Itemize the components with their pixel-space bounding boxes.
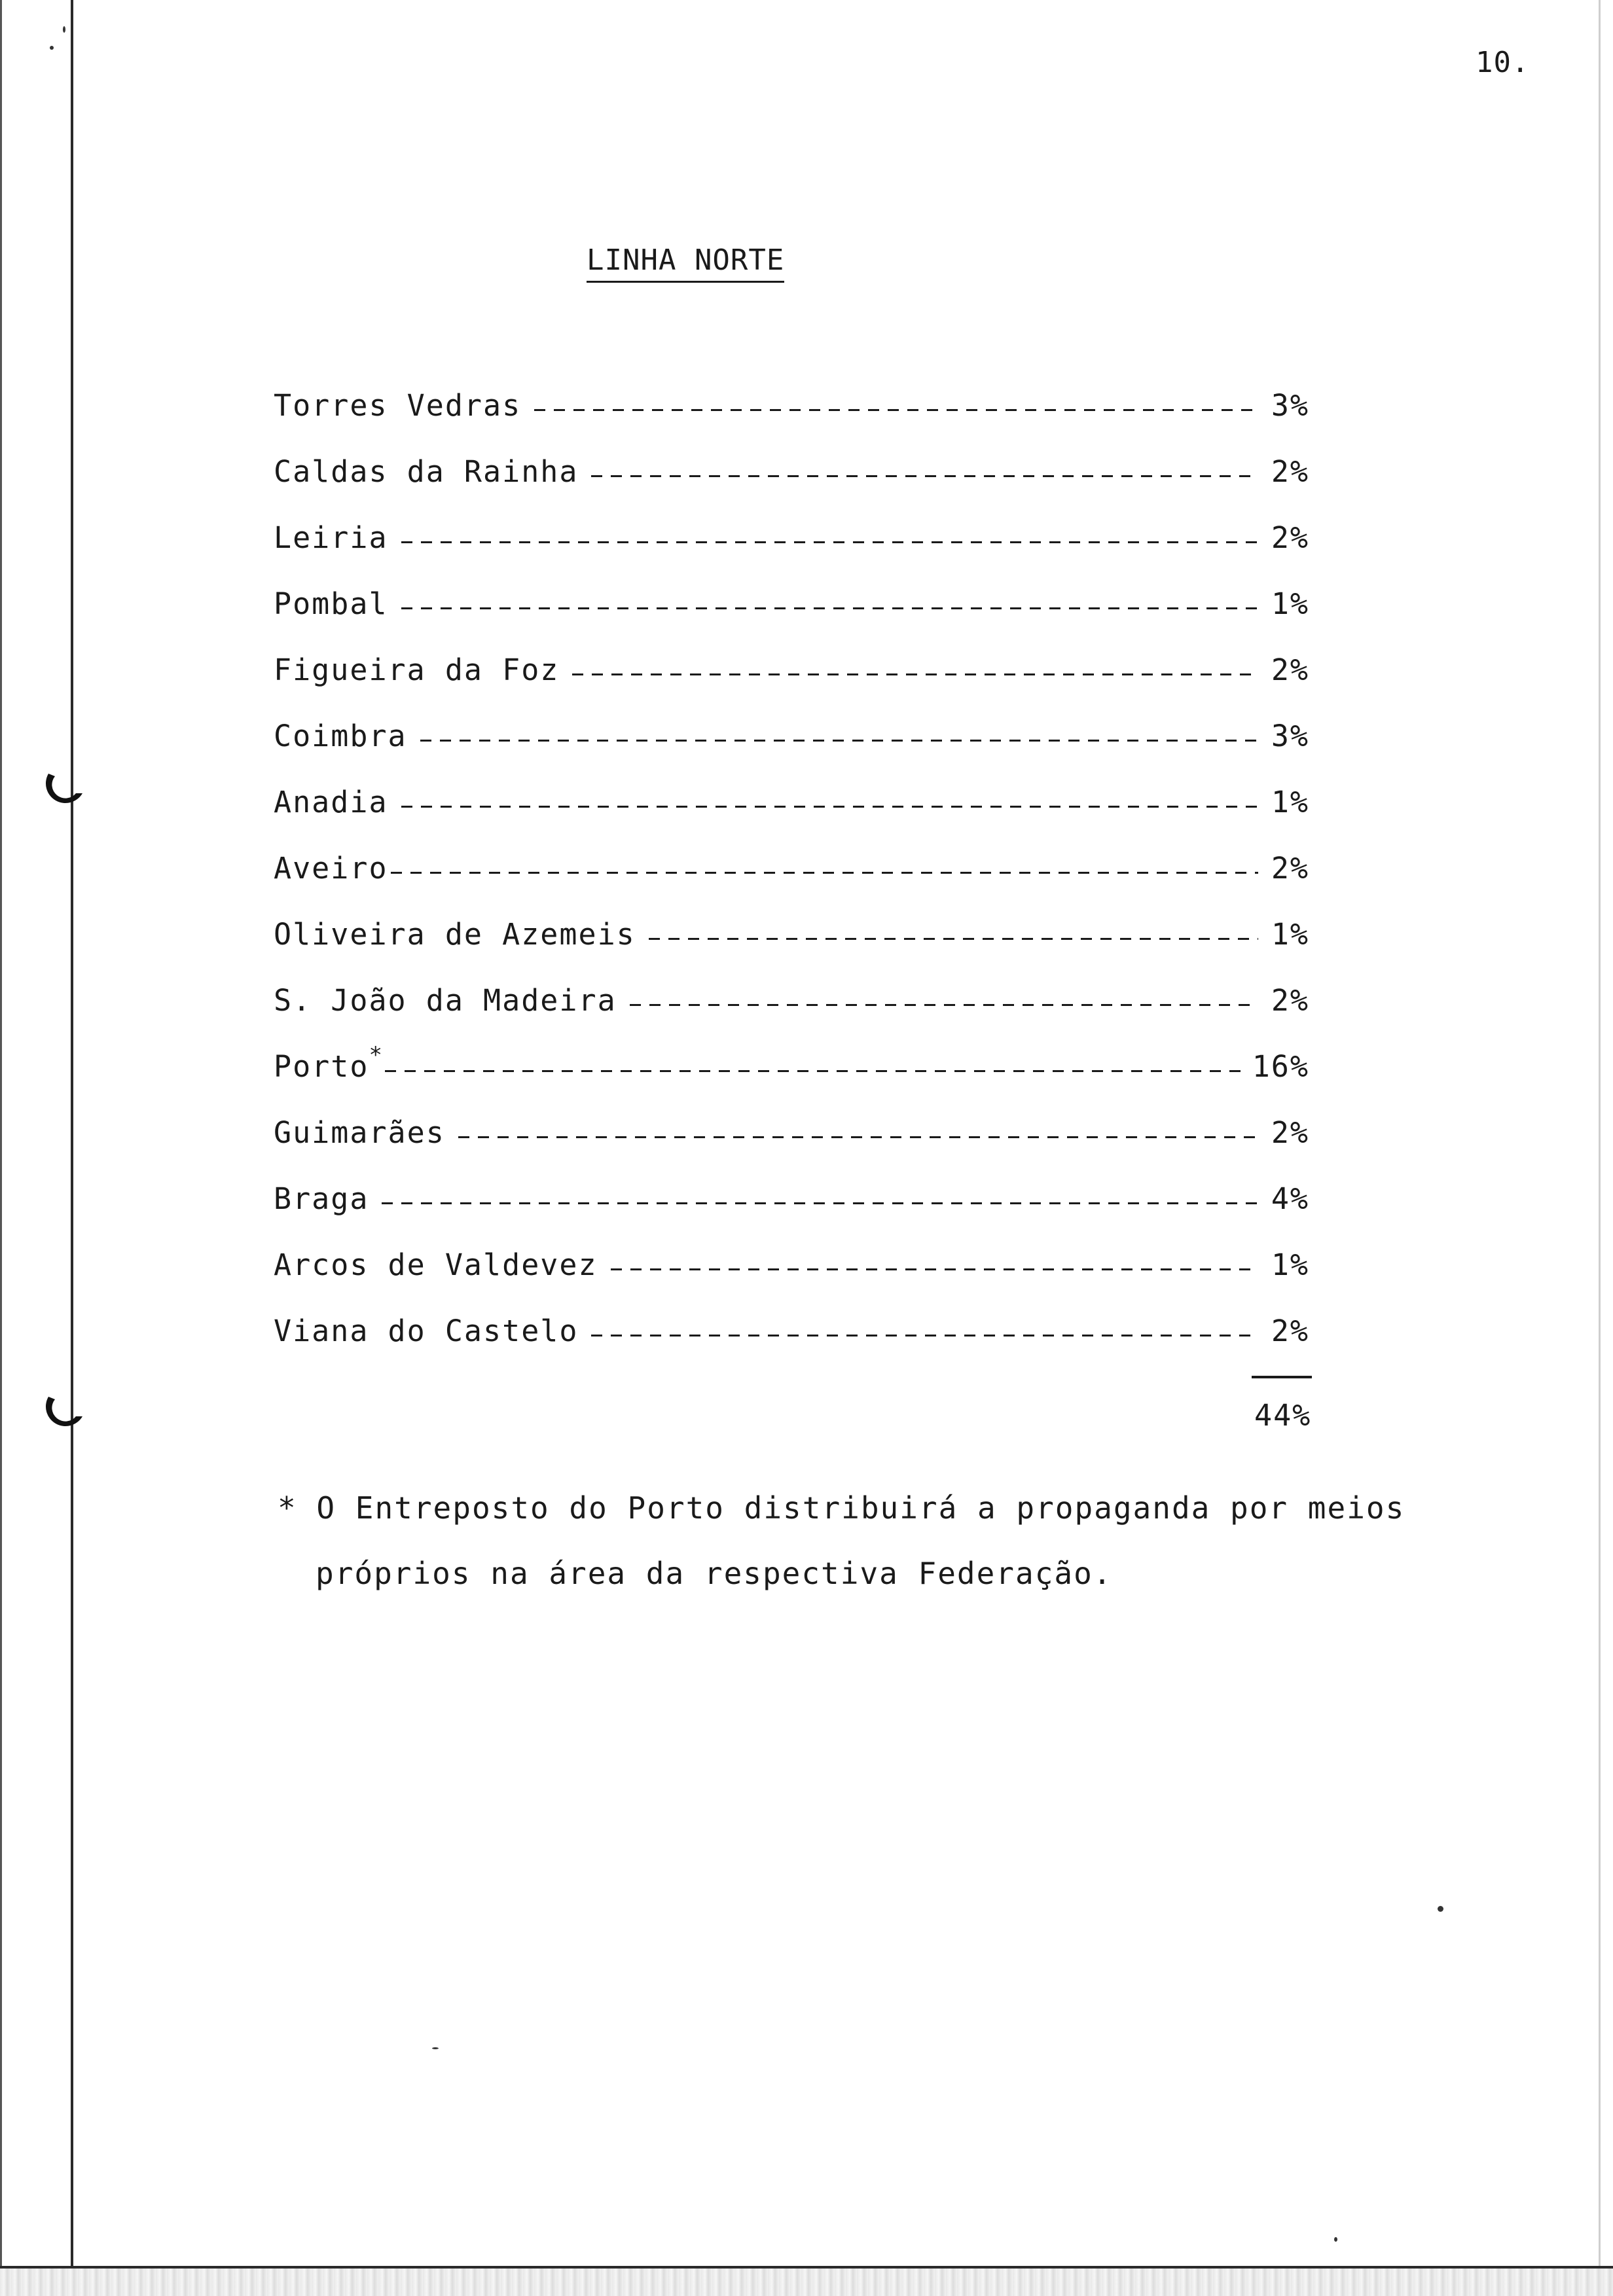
location-name: Anadia <box>274 785 388 819</box>
dash-leader <box>382 1202 1258 1204</box>
list-item <box>274 518 1309 584</box>
footnote <box>278 1475 1430 1606</box>
location-name: S. João da Madeira <box>274 983 617 1018</box>
list-item <box>274 783 1309 849</box>
location-name: Torres Vedras <box>274 388 522 423</box>
list-item <box>274 452 1309 518</box>
list-item <box>274 1246 1309 1312</box>
list-item <box>274 1042 1309 1113</box>
location-name <box>274 1042 384 1089</box>
percentage-value: 16% <box>1252 1049 1309 1084</box>
punch-hole-icon <box>42 767 89 814</box>
distribution-list <box>274 386 1309 1378</box>
list-item <box>274 584 1309 651</box>
location-name: Caldas da Rainha <box>274 454 579 489</box>
footnote-line: próprios na área da respectiva Federação. <box>316 1556 1113 1591</box>
page-number: 10. <box>1476 46 1530 79</box>
footnote-marker: * <box>369 1042 384 1068</box>
percentage-value: 1% <box>1271 586 1309 621</box>
dash-leader <box>420 740 1258 742</box>
dash-leader <box>401 806 1258 808</box>
page-edge-left <box>0 0 2 2293</box>
binding-margin-line <box>71 0 73 2293</box>
list-item <box>274 1113 1309 1179</box>
dash-leader <box>611 1268 1258 1270</box>
percentage-value: 2% <box>1271 1314 1309 1348</box>
list-item <box>274 915 1309 981</box>
dash-leader <box>458 1136 1258 1138</box>
dash-leader <box>534 409 1258 411</box>
location-name-text: Porto <box>274 1049 369 1084</box>
location-name: Arcos de Valdevez <box>274 1247 598 1282</box>
percentage-value: 1% <box>1271 917 1309 952</box>
dash-leader <box>391 872 1258 874</box>
dash-leader <box>572 673 1258 675</box>
scan-speck <box>63 26 65 33</box>
dash-leader <box>401 541 1258 543</box>
percentage-value: 1% <box>1271 1247 1309 1282</box>
percentage-value: 1% <box>1271 785 1309 819</box>
punch-hole-icon <box>42 1390 89 1437</box>
dash-leader <box>591 475 1258 477</box>
location-name: Pombal <box>274 586 388 621</box>
scan-speck <box>1438 1906 1443 1912</box>
list-item <box>274 1179 1309 1246</box>
list-item <box>274 1312 1309 1378</box>
dash-leader <box>630 1004 1258 1006</box>
location-name: Guimarães <box>274 1115 445 1150</box>
footnote-line: * O Entreposto do Porto distribuirá a propaganda por meios <box>278 1490 1405 1526</box>
percentage-value: 3% <box>1271 719 1309 753</box>
percentage-value: 4% <box>1271 1181 1309 1216</box>
percentage-value: 2% <box>1271 851 1309 886</box>
location-name: Viana do Castelo <box>274 1314 579 1348</box>
dash-leader <box>401 607 1258 609</box>
scan-speck <box>1334 2237 1337 2242</box>
list-item <box>274 981 1309 1047</box>
percentage-value: 2% <box>1271 1115 1309 1150</box>
location-name: Aveiro <box>274 851 388 886</box>
location-name: Oliveira de Azemeis <box>274 917 636 952</box>
total-value: 44% <box>1254 1398 1312 1433</box>
scan-speck <box>50 46 54 50</box>
dash-leader <box>385 1070 1241 1072</box>
scan-speck <box>432 2047 439 2049</box>
location-name: Braga <box>274 1181 369 1216</box>
dash-leader <box>591 1335 1258 1336</box>
location-name: Coimbra <box>274 719 407 753</box>
total-rule <box>1252 1376 1312 1378</box>
percentage-value: 3% <box>1271 388 1309 423</box>
location-name: Figueira da Foz <box>274 653 560 687</box>
page-title: LINHA NORTE <box>587 243 784 283</box>
list-item <box>274 717 1309 783</box>
list-item <box>274 651 1309 717</box>
dash-leader <box>649 938 1258 940</box>
percentage-value: 2% <box>1271 653 1309 687</box>
list-item <box>274 386 1309 452</box>
list-item <box>274 849 1309 915</box>
location-name: Leiria <box>274 520 388 555</box>
percentage-value: 2% <box>1271 983 1309 1018</box>
scan-bottom-edge <box>0 2266 1613 2296</box>
percentage-value: 2% <box>1271 454 1309 489</box>
percentage-value: 2% <box>1271 520 1309 555</box>
page-edge-right <box>1599 0 1601 2293</box>
